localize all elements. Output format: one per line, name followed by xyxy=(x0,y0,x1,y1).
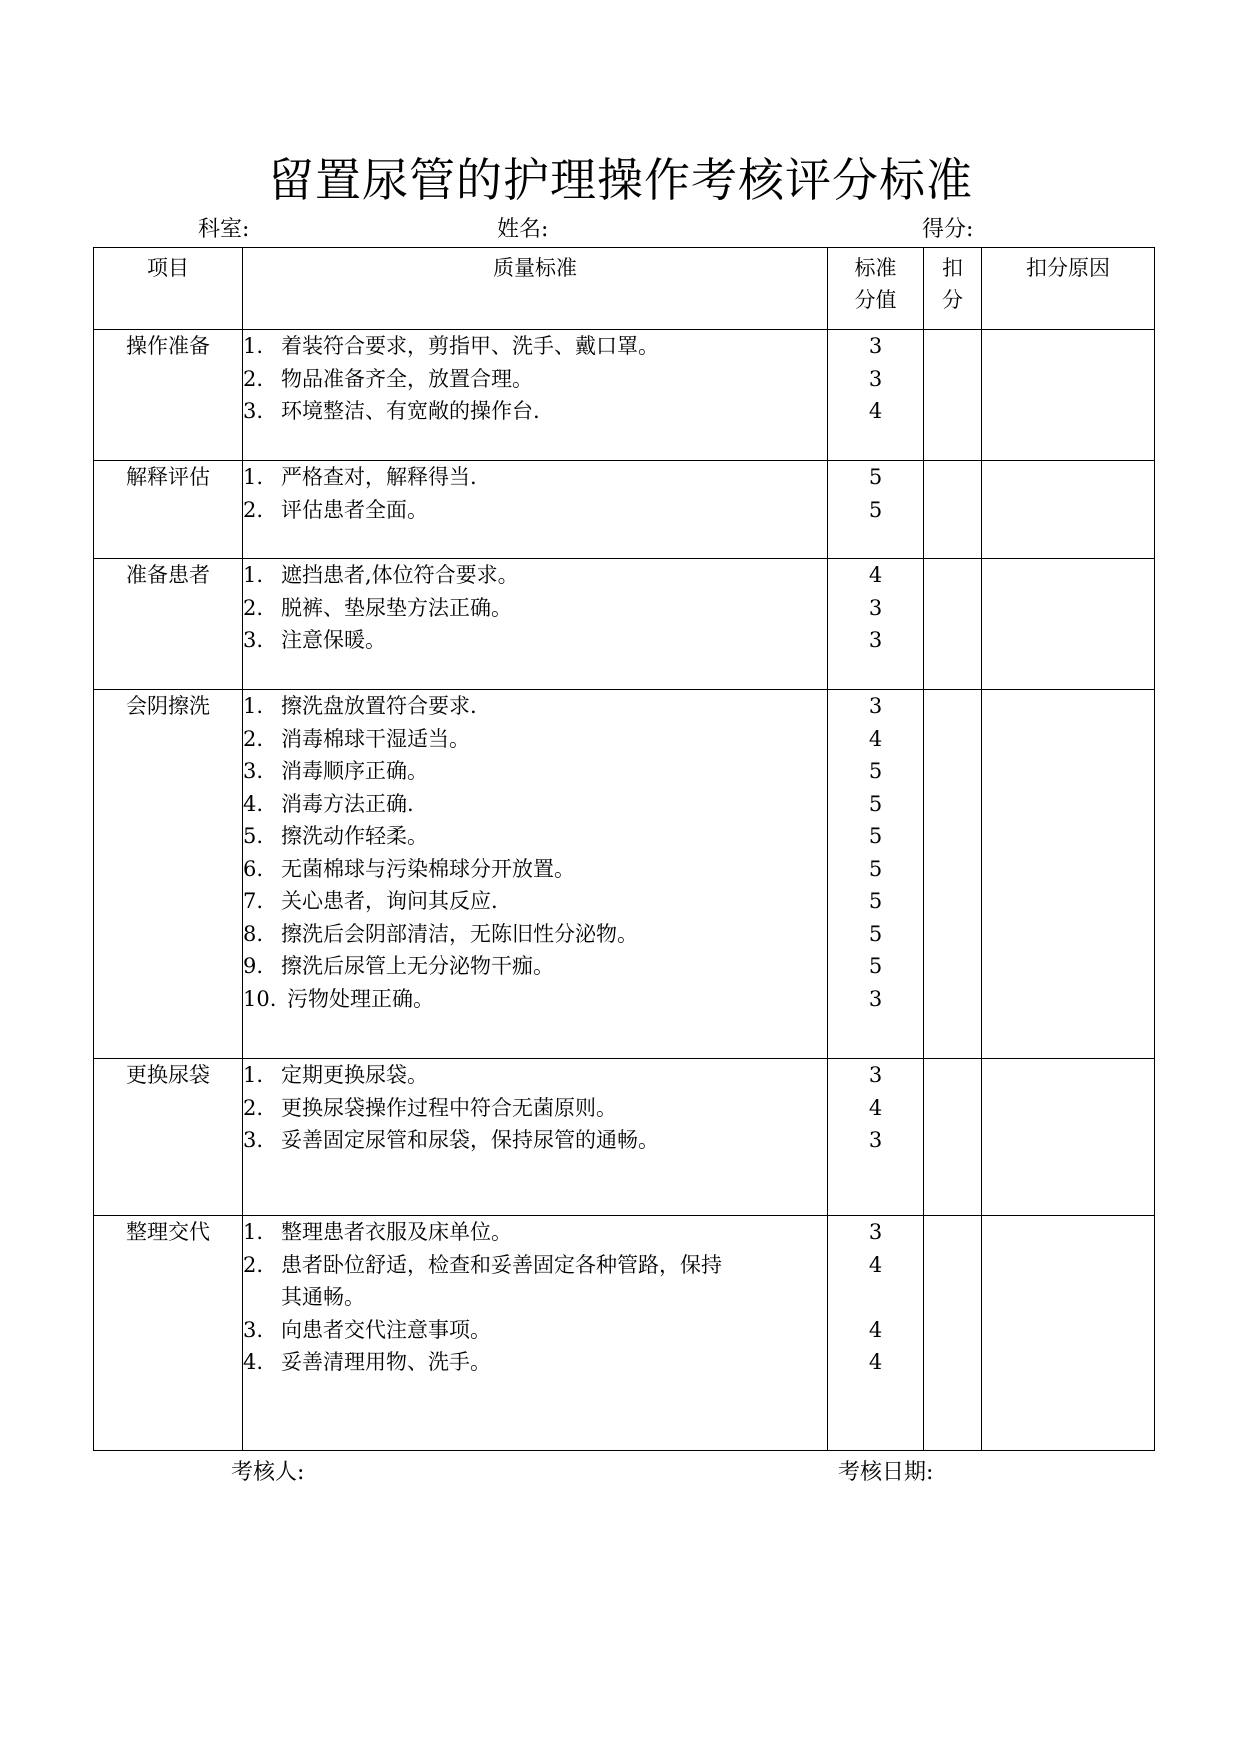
deduct-cell[interactable] xyxy=(924,1059,982,1216)
item-text-continued: 其通畅。 xyxy=(281,1285,365,1309)
item-number: 1. xyxy=(243,1220,264,1244)
item-text: 妥善清理用物、洗手。 xyxy=(281,1350,491,1374)
section-row xyxy=(94,330,1155,461)
item-score: 5 xyxy=(868,824,883,848)
page-title: 留置尿管的护理操作考核评分标准 xyxy=(268,153,973,207)
standard-item xyxy=(243,885,827,918)
item-score: 5 xyxy=(868,856,883,881)
header-standard-score: 标准 分值 xyxy=(828,248,924,330)
section-row xyxy=(94,690,1155,1059)
item-number: 2. xyxy=(243,1252,264,1277)
standard-item xyxy=(243,918,827,951)
item-score: 3 xyxy=(868,1220,883,1244)
standard-score-list xyxy=(828,1216,924,1451)
item-text: 评估患者全面。 xyxy=(281,497,428,522)
item-number: 3. xyxy=(243,1317,264,1342)
section-name: 解释评估 xyxy=(94,461,243,559)
quality-standard-list xyxy=(243,690,828,1059)
item-text: 擦洗后尿管上无分泌物干痂。 xyxy=(281,954,554,978)
item-number: 1. xyxy=(243,334,264,358)
section-name: 整理交代 xyxy=(94,1216,243,1451)
item-number: 8. xyxy=(243,921,264,946)
standard-score-list xyxy=(828,330,924,461)
item-text: 更换尿袋操作过程中符合无菌原则。 xyxy=(281,1095,617,1120)
deduct-reason-cell[interactable] xyxy=(982,1216,1155,1451)
item-score: 3 xyxy=(868,628,883,652)
standard-item xyxy=(243,1249,827,1282)
header-deduct: 扣 分 xyxy=(924,248,982,330)
section-row xyxy=(94,559,1155,690)
item-text: 无菌棉球与污染棉球分开放置。 xyxy=(281,856,575,881)
deduct-cell[interactable] xyxy=(924,690,982,1059)
deduct-reason-cell[interactable] xyxy=(982,690,1155,1059)
standard-item xyxy=(243,820,827,853)
section-name: 准备患者 xyxy=(94,559,243,690)
item-text: 环境整洁、有宽敞的操作台. xyxy=(281,399,540,423)
header-row xyxy=(94,248,1155,330)
item-number: 1. xyxy=(243,1063,264,1087)
item-number: 1. xyxy=(243,694,264,718)
item-text: 擦洗盘放置符合要求. xyxy=(281,694,477,718)
standard-score-list xyxy=(828,690,924,1059)
item-number: 1. xyxy=(243,563,264,587)
item-score: 4 xyxy=(868,563,883,587)
item-score: 4 xyxy=(868,726,883,751)
item-score: 3 xyxy=(868,595,883,620)
standard-item xyxy=(243,494,827,527)
section-name: 更换尿袋 xyxy=(94,1059,243,1216)
deduct-reason-cell[interactable] xyxy=(982,330,1155,461)
item-number: 3. xyxy=(243,759,264,783)
standard-item xyxy=(243,330,827,363)
section-name: 会阴擦洗 xyxy=(94,690,243,1059)
standard-item xyxy=(243,853,827,886)
item-text: 着装符合要求，剪指甲、洗手、戴口罩。 xyxy=(281,334,659,358)
item-number: 2. xyxy=(243,1095,264,1120)
item-score: 4 xyxy=(868,1095,883,1120)
standard-item xyxy=(243,755,827,788)
deduct-cell[interactable] xyxy=(924,461,982,559)
item-number: 4. xyxy=(243,791,264,816)
item-text: 患者卧位舒适，检查和妥善固定各种管路，保持 xyxy=(281,1252,722,1277)
item-number: 4. xyxy=(243,1350,264,1374)
item-score: 3 xyxy=(868,366,883,391)
item-number: 2. xyxy=(243,726,264,751)
item-score: 5 xyxy=(868,759,883,783)
item-text: 注意保暖。 xyxy=(281,628,386,652)
item-score: 4 xyxy=(868,1350,883,1374)
standard-item xyxy=(243,1092,827,1125)
item-text: 擦洗后会阴部清洁，无陈旧性分泌物。 xyxy=(281,921,638,946)
standard-item xyxy=(243,1346,827,1379)
item-score: 4 xyxy=(868,399,883,423)
item-number: 9. xyxy=(243,954,264,978)
deduct-cell[interactable] xyxy=(924,330,982,461)
standard-item xyxy=(243,1059,827,1092)
item-number: 2. xyxy=(243,595,264,620)
deduct-cell[interactable] xyxy=(924,1216,982,1451)
item-text: 严格查对，解释得当. xyxy=(281,465,477,489)
item-text: 消毒顺序正确。 xyxy=(281,759,428,783)
section-row xyxy=(94,461,1155,559)
standard-item xyxy=(243,1314,827,1347)
deduct-reason-cell[interactable] xyxy=(982,1059,1155,1216)
section-row xyxy=(94,1216,1155,1451)
section-row xyxy=(94,1059,1155,1216)
standard-item xyxy=(243,950,827,983)
item-text: 定期更换尿袋。 xyxy=(281,1063,428,1087)
standard-score-list xyxy=(828,1059,924,1216)
item-score: 5 xyxy=(868,465,883,489)
quality-standard-list xyxy=(243,1216,828,1451)
standard-item xyxy=(243,690,827,723)
item-score: 5 xyxy=(868,497,883,522)
standard-item xyxy=(243,723,827,756)
item-score: 3 xyxy=(868,334,883,358)
item-number: 3. xyxy=(243,628,264,652)
item-score: 5 xyxy=(868,921,883,946)
item-text: 整理患者衣服及床单位。 xyxy=(281,1220,512,1244)
deduct-reason-cell[interactable] xyxy=(982,559,1155,690)
item-score: 3 xyxy=(868,1128,883,1152)
quality-standard-list xyxy=(243,461,828,559)
quality-standard-list xyxy=(243,1059,828,1216)
item-number: 3. xyxy=(243,399,264,423)
section-name: 操作准备 xyxy=(94,330,243,461)
item-text: 脱裤、垫尿垫方法正确。 xyxy=(281,595,512,620)
item-score: 3 xyxy=(868,694,883,718)
item-text: 消毒方法正确. xyxy=(281,791,414,816)
item-number: 5. xyxy=(243,824,264,848)
deduct-reason-cell[interactable] xyxy=(982,461,1155,559)
standard-item xyxy=(243,788,827,821)
item-number: 6. xyxy=(243,856,264,881)
name-label: 姓名: xyxy=(497,217,549,242)
scoring-table xyxy=(93,247,1155,1451)
item-text: 污物处理正确。 xyxy=(287,986,434,1011)
item-number: 2. xyxy=(243,497,264,522)
header-reason: 扣分原因 xyxy=(982,248,1155,330)
exam-date-label: 考核日期: xyxy=(838,1460,934,1485)
item-score: 4 xyxy=(868,1317,883,1342)
item-score: 5 xyxy=(868,954,883,978)
examiner-label: 考核人: xyxy=(231,1460,305,1485)
standard-item xyxy=(243,461,827,494)
deduct-cell[interactable] xyxy=(924,559,982,690)
item-text: 关心患者，询问其反应. xyxy=(281,889,498,913)
quality-standard-list xyxy=(243,330,828,461)
standard-item xyxy=(243,624,827,657)
item-text: 消毒棉球干湿适当。 xyxy=(281,726,470,751)
item-number: 7. xyxy=(243,889,264,913)
item-score: 5 xyxy=(868,791,883,816)
item-text: 擦洗动作轻柔。 xyxy=(281,824,428,848)
item-score: 3 xyxy=(868,986,883,1011)
item-text: 物品准备齐全，放置合理。 xyxy=(281,366,533,391)
item-number: 10. xyxy=(243,986,277,1011)
standard-score-list xyxy=(828,559,924,690)
header-project: 项目 xyxy=(94,248,243,330)
standard-item xyxy=(243,395,827,428)
item-score: 5 xyxy=(868,889,883,913)
standard-item xyxy=(243,559,827,592)
header-standard: 质量标准 xyxy=(243,248,828,330)
item-score: 4 xyxy=(868,1252,883,1277)
standard-item xyxy=(243,1216,827,1249)
item-text: 遮挡患者,体位符合要求。 xyxy=(281,563,519,587)
score-label: 得分: xyxy=(922,217,974,242)
department-label: 科室: xyxy=(198,217,250,242)
item-number: 2. xyxy=(243,366,264,391)
item-text: 妥善固定尿管和尿袋，保持尿管的通畅。 xyxy=(281,1128,659,1152)
standard-item xyxy=(243,363,827,396)
standard-item xyxy=(243,592,827,625)
quality-standard-list xyxy=(243,559,828,690)
item-number: 1. xyxy=(243,465,264,489)
item-text: 向患者交代注意事项。 xyxy=(281,1317,491,1342)
standard-item xyxy=(243,1124,827,1157)
item-score: 3 xyxy=(868,1063,883,1087)
standard-item xyxy=(243,983,827,1016)
standard-score-list xyxy=(828,461,924,559)
item-number: 3. xyxy=(243,1128,264,1152)
